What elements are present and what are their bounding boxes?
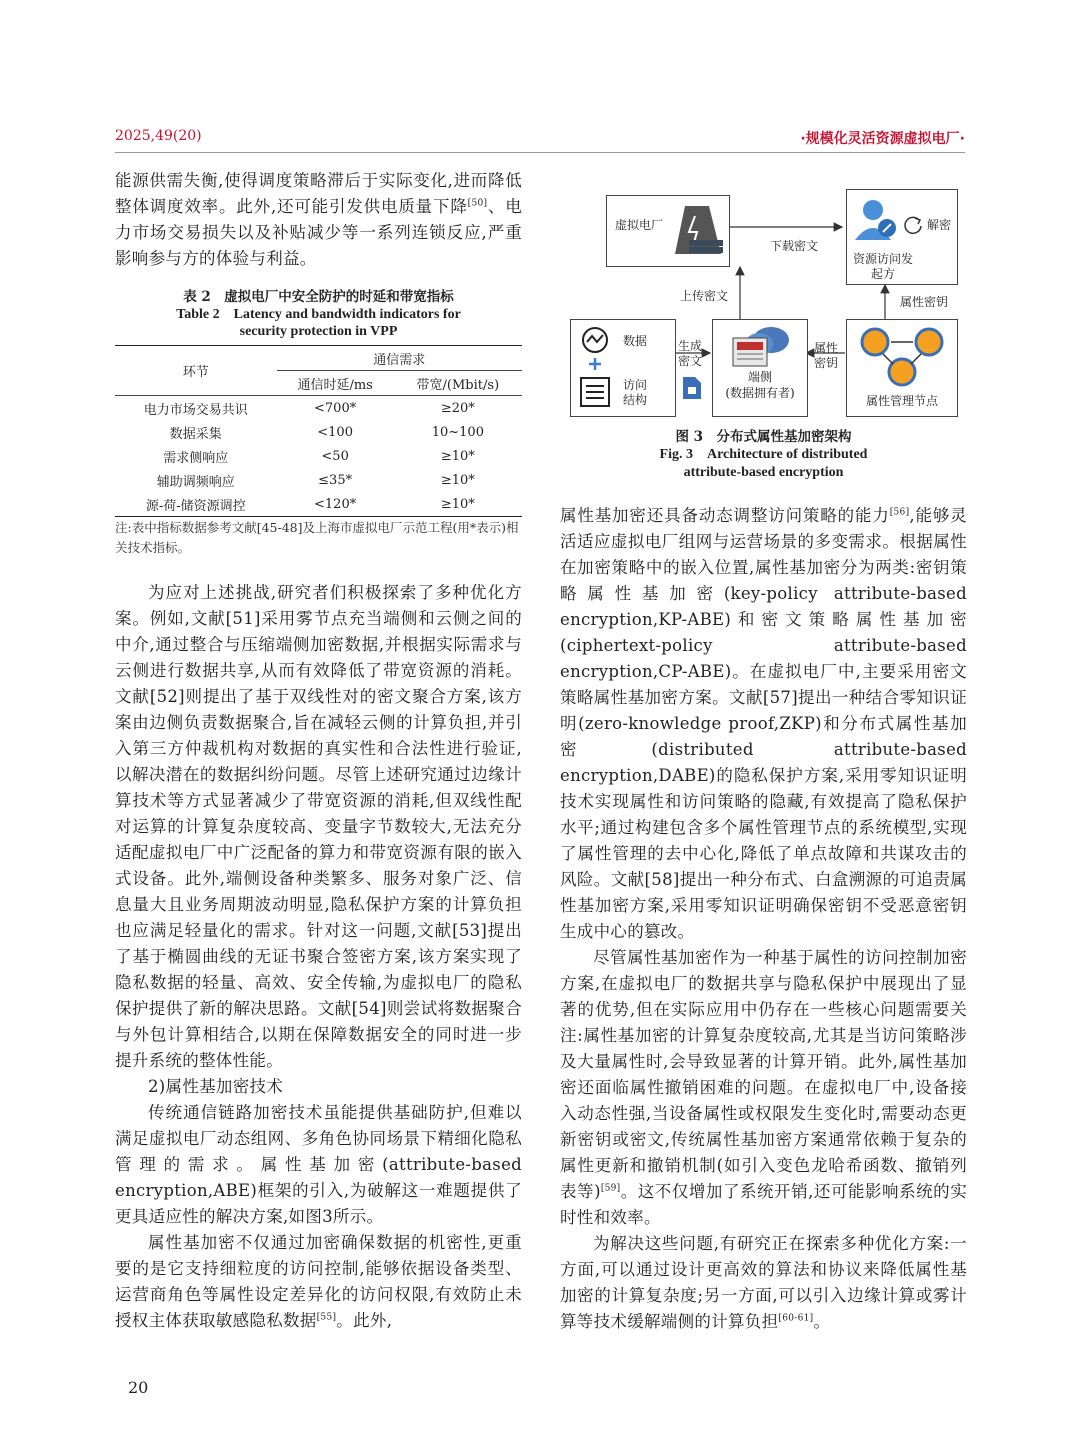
endpoint-box: 端侧 (数据拥有者) (712, 319, 808, 417)
page-number: 20 (128, 1378, 149, 1397)
journal-issue: 2025,49(20) (115, 128, 202, 144)
table-caption-en-2: security protection in VPP (239, 324, 398, 339)
requester-box: 解密 资源访问发起方 (846, 189, 958, 285)
section-title: ·规模化灵活资源虚拟电厂· (800, 131, 965, 147)
table-caption-en-1: Table 2 Latency and bandwidth indicators for (176, 307, 461, 322)
data-box: 数据 访问结构 (570, 319, 676, 417)
gen-ciphertext-label: 生成密文 (678, 339, 703, 368)
vpp-box: 虚拟电厂 (606, 195, 730, 267)
server-icon (667, 202, 727, 260)
figure-caption-en-1: Fig. 3 Architecture of distributed (659, 447, 868, 462)
upload-label: 上传密文 (680, 289, 729, 303)
paragraph: 尽管属性基加密作为一种基于属性的访问控制加密方案,在虚拟电厂的数据共享与隐私保护中展现出了显著的优势,但在实际应用中仍存在一些核心问题需要关注:属性基加密的计算复杂度较高,尤其是当访问策略涉及大量属性时,会导致显著的计算开销。此外,属性基加密还面临属性撤销困难的问题。在虚拟电厂中,设备接入动态性强,当设备属性或权限发生变化时,需要动态更新密钥或密文,传统属性基加密方案通常依赖于复杂的属性更新和撤销机制(如引入变色龙哈希函数、撤销列表等)[59]。这不仅增加了系统开销,还可能影响系统的实时性和效率。 (560, 948, 967, 1227)
left-body (115, 580, 522, 1334)
refresh-icon (901, 212, 925, 236)
paragraph: 传统通信链路加密技术虽能提供基础防护,但难以满足虚拟电厂动态组网、多角色协同场景下精细化隐私管理的需求。属性基加密(attribute-based encryption,ABE)框架的引入,为破解这一难题提供了更具适应性的解决方案,如图3所示。 (115, 1103, 522, 1226)
header-stage: 环节 (115, 346, 277, 396)
data-plus-policy-icon (577, 326, 613, 412)
attr-key-mid-label: 属性密钥 (814, 341, 839, 370)
user-edit-icon (853, 196, 901, 242)
header-latency: 通信时延/ms (277, 371, 394, 396)
left-top-paragraph: 能源供需失衡,使得调度策略滞后于实际变化,进而降低整体调度效率。此外,还可能引发供电质量下降[50]、电力市场交易损失以及补贴减少等一系列连锁反应,严重影响参与方的体验与利益。 (115, 171, 523, 268)
table-row: 数据采集 <100 10~100 (169, 424, 484, 442)
figure-caption-cn: 图 3 分布式属性基加密架构 (675, 429, 852, 445)
table-note: 注:表中指标数据参考文献[45-48]及上海市虚拟电厂示范工程(用*表示)相关技术指标。 (115, 520, 519, 555)
right-body (560, 503, 967, 1335)
figure-3 (560, 185, 967, 425)
table-row: 源-荷-储资源调控 <120* ≥10* (115, 492, 522, 517)
table-row: 需求侧响应 <50 ≥10* (163, 448, 475, 466)
attr-key-top-label: 属性密钥 (900, 295, 949, 309)
table-row: 电力市场交易共识 <700* ≥20* (143, 400, 475, 418)
header-rule (115, 152, 965, 153)
paragraph: 为解决这些问题,有研究正在探索多种优化方案:一方面,可以通过设计更高效的算法和协议来降低属性基加密的计算复杂度;另一方面,可以引入边缘计算或雾计算等技术缓解端侧的计算负担[60-61]。 (560, 1234, 967, 1331)
subheading: 2)属性基加密技术 (148, 1077, 284, 1096)
table-caption-cn: 表 2 虚拟电厂中安全防护的时延和带宽指标 (183, 289, 454, 305)
gears-icon (857, 324, 947, 390)
download-label: 下载密文 (770, 239, 819, 253)
ciphertext-file-icon (681, 375, 703, 401)
header-bandwidth: 带宽/(Mbit/s) (394, 371, 522, 396)
header-comm-req: 通信需求 (277, 346, 522, 371)
paragraph: 属性基加密不仅通过加密确保数据的机密性,更重要的是它支持细粒度的访问控制,能够依据设备类型、运营商角色等属性设定差异化的访问权限,有效防止未授权主体获取敏感隐私数据[55]。此外, (115, 1233, 522, 1330)
latency-table (115, 345, 522, 517)
device-cloud-icon (725, 324, 795, 368)
table-row: 辅助调频响应 ≤35* ≥10* (156, 472, 475, 490)
figure-caption-en-2: attribute-based encryption (683, 465, 844, 480)
paragraph: 属性基加密还具备动态调整访问策略的能力[56],能够灵活适应虚拟电厂组网与运营场景的多变需求。根据属性在加密策略中的嵌入位置,属性基加密分为两类:密钥策略属性基加密(key-policy attribute-based encryption,KP-ABE)和密文策略属性基加密(ciphertext-policy attribute-based encryption,CP-ABE)。在虚拟电厂中,主要采用密文策略属性基加密方案。文献[57]提出一种结合零知识证明(zero-knowledge proof,ZKP)和分布式属性基加密(distributed attribute-based encryption,DABE)的隐私保护方案,采用零知识证明技术实现属性和访问策略的隐藏,有效提高了隐私保护水平;通过构建包含多个属性管理节点的系统模型,实现了属性管理的去中心化,降低了单点故障和共谋攻击的风险。文献[58]提出一种分布式、白盒溯源的可追责属性基加密方案,采用零知识证明确保密钥不受恶意密钥生成中心的篡改。 (560, 506, 967, 941)
authority-box: 属性管理节点 (846, 319, 958, 417)
paragraph: 为应对上述挑战,研究者们积极探索了多种优化方案。例如,文献[51]采用雾节点充当端侧和云侧之间的中介,通过整合与压缩端侧加密数据,并根据实际需求与云侧进行数据共享,从而有效降低了带宽资源的消耗。文献[52]则提出了基于双线性对的密文聚合方案,该方案由边侧负责数据聚合,旨在减轻云侧的计算负担,并引入第三方仲裁机构对数据的真实性和合法性进行验证,以解决潜在的数据纠纷问题。尽管上述研究通过边缘计算技术等方式显著减少了带宽资源的消耗,但双线性配对运算的计算复杂度较高、变量字节数较大,无法充分适配虚拟电厂中广泛配备的算力和带宽资源有限的嵌入式设备。此外,端侧设备种类繁多、服务对象广泛、信息量大且业务周期波动明显,隐私保护方案的计算负担也应满足轻量化的需求。针对这一问题,文献[53]提出了基于椭圆曲线的无证书聚合签密方案,该方案实现了隐私数据的轻量、高效、安全传输,为虚拟电厂的隐私保护提供了新的解决思路。文献[54]则尝试将数据聚合与外包计算相结合,以期在保障数据安全的同时进一步提升系统的整体性能。 (115, 583, 522, 1070)
